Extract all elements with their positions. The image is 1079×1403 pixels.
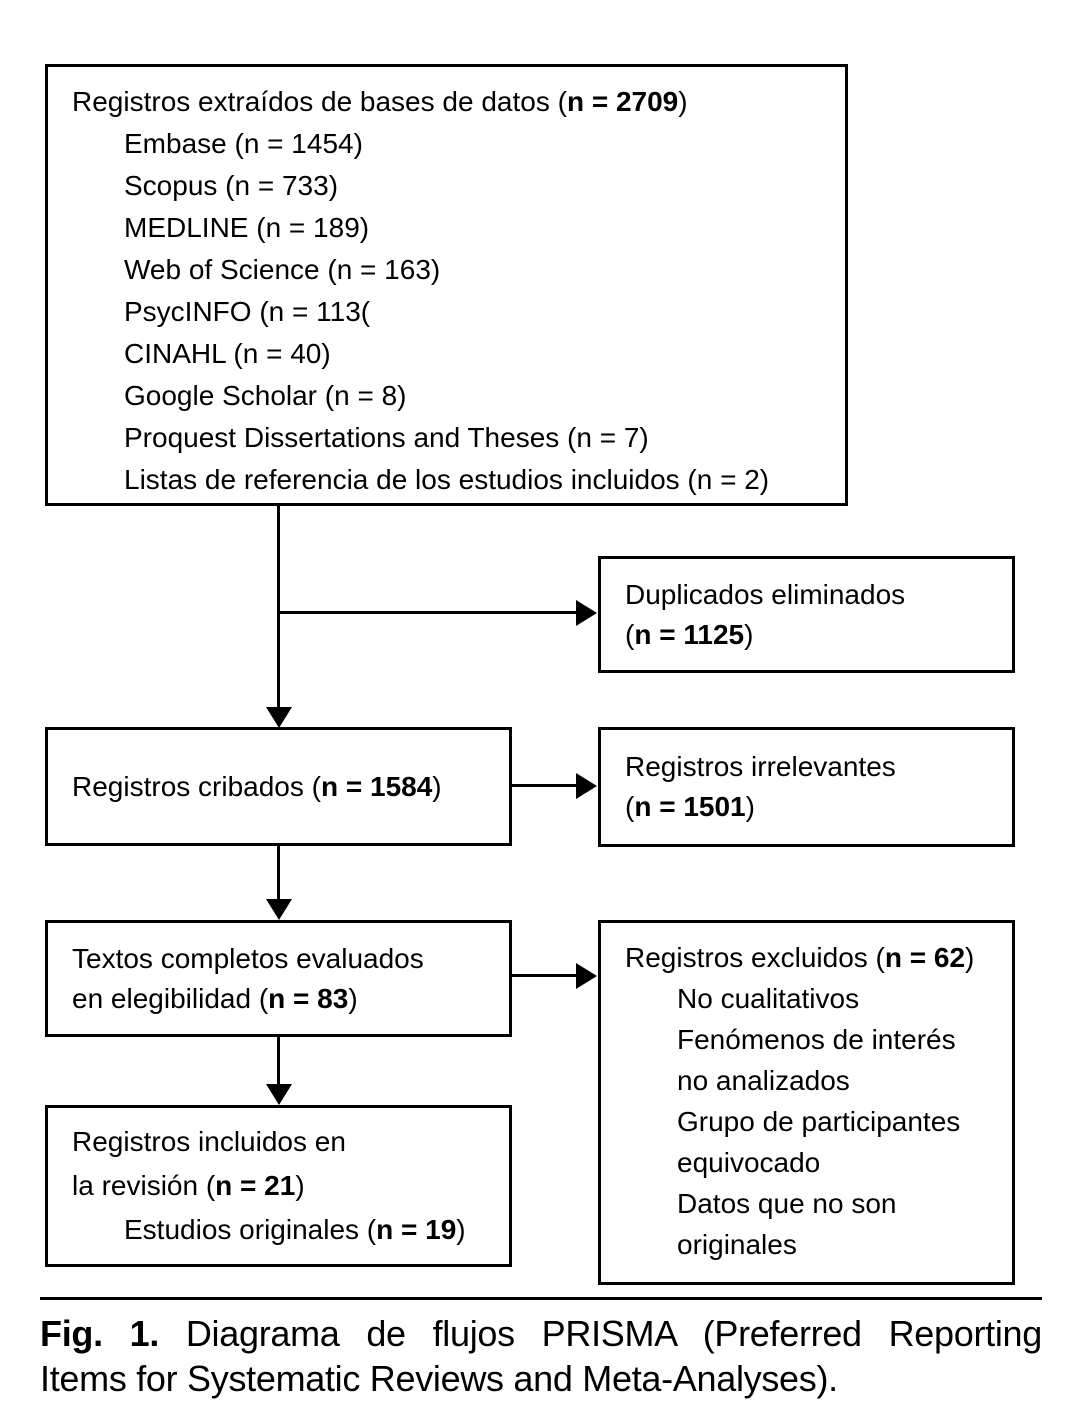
connector-screened-to-irrelevant [512, 784, 577, 787]
paren-close: ) [745, 791, 755, 822]
connector-fulltext-to-included [277, 1037, 280, 1085]
exclusion-reason: Grupo de participantes [677, 1106, 961, 1137]
connector-branch-to-duplicates [277, 611, 577, 614]
paren-close: ) [965, 942, 975, 973]
caption-divider [40, 1297, 1042, 1300]
exclusion-reason: equivocado [677, 1147, 821, 1178]
original-studies-text: Estudios originales ( [124, 1214, 377, 1245]
box-identification [45, 64, 848, 506]
arrowhead-right-icon [576, 773, 597, 799]
paren-close: ) [456, 1214, 466, 1245]
fulltext-label-text: en elegibilidad ( [72, 982, 269, 1014]
figure-number: Fig. 1. [40, 1313, 160, 1354]
connector-fulltext-to-excluded [512, 974, 577, 977]
identification-title-text: Registros extraídos de bases de datos ( [72, 86, 567, 117]
exclusion-reason: no analizados [677, 1065, 850, 1096]
database-item: Scopus (n = 733) [124, 170, 339, 201]
duplicates-count-line [625, 615, 998, 655]
box-fulltext-assessed [45, 920, 512, 1037]
arrowhead-right-icon [576, 600, 597, 626]
arrowhead-right-icon [576, 963, 597, 989]
included-label-line2 [72, 1164, 495, 1208]
paren-open: ( [625, 618, 635, 650]
database-item: PsycINFO (n = 113( [124, 296, 371, 327]
screened-label-text: Registros cribados ( [72, 770, 321, 802]
fulltext-label-line2 [72, 979, 495, 1019]
box-records-excluded [598, 920, 1015, 1285]
excluded-title [625, 937, 994, 978]
exclusion-reason: originales [677, 1229, 797, 1260]
database-item: Web of Science (n = 163) [124, 254, 441, 285]
arrowhead-down-icon [266, 899, 292, 920]
database-item: Embase (n = 1454) [124, 128, 363, 159]
paren-close: ) [295, 1170, 305, 1201]
irrelevant-count: n = 1501 [634, 791, 746, 822]
paren-close: ) [432, 770, 442, 802]
caption-line-1 [40, 1311, 1042, 1356]
fulltext-count: n = 83 [268, 982, 349, 1014]
included-count: n = 21 [215, 1170, 296, 1201]
original-studies-count: n = 19 [376, 1214, 457, 1245]
caption-text-1: Diagrama de flujos PRISMA (Preferred Reporting [159, 1313, 1042, 1354]
excluded-title-text: Registros excluidos ( [625, 942, 885, 973]
exclusion-reason: Datos que no son [677, 1188, 897, 1219]
database-item: CINAHL (n = 40) [124, 338, 331, 369]
identification-title [72, 81, 827, 123]
connector-identification-to-screened [277, 506, 280, 709]
paren-close: ) [744, 618, 754, 650]
original-studies-line [124, 1208, 495, 1252]
box-irrelevant-records [598, 727, 1015, 847]
arrowhead-down-icon [266, 1084, 292, 1105]
database-item: MEDLINE (n = 189) [124, 212, 370, 243]
box-records-screened [45, 727, 512, 846]
box-duplicates-removed [598, 556, 1015, 673]
excluded-count: n = 62 [884, 942, 966, 973]
identification-title-close: ) [678, 86, 688, 117]
database-item: Listas de referencia de los estudios incluidos (n = 2) [124, 464, 770, 495]
paren-close: ) [348, 982, 358, 1014]
database-item: Proquest Dissertations and Theses (n = 7) [124, 422, 649, 453]
screened-label [72, 766, 495, 808]
exclusion-reason: Fenómenos de interés [677, 1024, 956, 1055]
paren-open: ( [625, 791, 635, 822]
box-records-included [45, 1105, 512, 1267]
duplicates-count: n = 1125 [634, 618, 745, 650]
identification-count: n = 2709 [566, 86, 679, 117]
included-label-text: la revisión ( [72, 1170, 216, 1201]
arrowhead-down-icon [266, 707, 292, 728]
irrelevant-count-line [625, 787, 998, 827]
duplicates-label: Duplicados eliminados [625, 578, 906, 610]
caption-line-2: Items for Systematic Reviews and Meta-Analyses). [40, 1358, 838, 1399]
connector-screened-to-fulltext [277, 846, 280, 901]
fulltext-label-line1: Textos completos evaluados [72, 942, 424, 974]
figure-caption [40, 1311, 1042, 1401]
database-item: Google Scholar (n = 8) [124, 380, 407, 411]
included-label-line1: Registros incluidos en [72, 1126, 346, 1157]
exclusion-reason: No cualitativos [677, 983, 860, 1014]
screened-count: n = 1584 [320, 770, 433, 802]
irrelevant-label: Registros irrelevantes [625, 751, 896, 782]
